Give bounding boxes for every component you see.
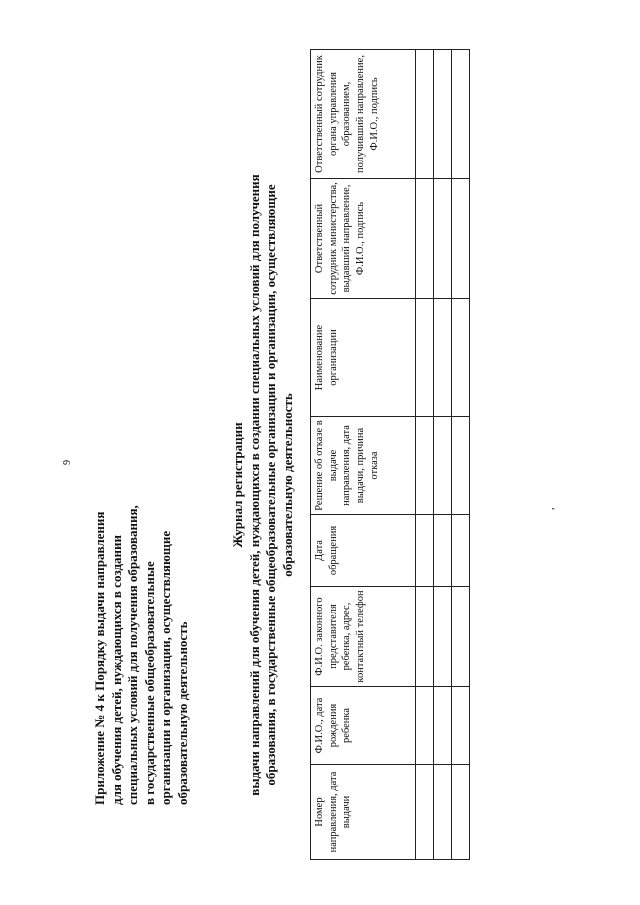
stray-mark: ,: [545, 507, 556, 510]
column-header-child-name: Ф.И.О., дата рождения ребенка: [311, 687, 416, 765]
column-header-organization: Наименование организации: [311, 299, 416, 417]
table-cell: [434, 50, 452, 179]
table-cell: [452, 515, 470, 587]
table-cell: [434, 515, 452, 587]
table-header-row: [311, 50, 416, 860]
page-number: 9: [62, 460, 73, 465]
table-row: [416, 50, 434, 860]
table-row: [452, 50, 470, 860]
table-cell: [452, 179, 470, 299]
column-header-request-date: Дата обращения: [311, 515, 416, 587]
column-header-guardian: Ф.И.О. законного представителя ребенка, адрес, контактный телефон: [311, 587, 416, 687]
table-cell: [416, 515, 434, 587]
journal-title: [230, 105, 296, 865]
table-cell: [452, 417, 470, 515]
table-cell: [416, 179, 434, 299]
appendix-line: для обучения детей, нуждающихся в создании: [108, 535, 124, 805]
table-cell: [434, 417, 452, 515]
table-cell: [452, 299, 470, 417]
appendix-line: специальных условий для получения образования,: [125, 505, 140, 805]
appendix-header: [92, 245, 191, 805]
table-cell: [416, 50, 434, 179]
appendix-line: в государственные общеобразовательные: [141, 561, 157, 805]
table-cell: [416, 587, 434, 687]
table-cell: [434, 299, 452, 417]
table-cell: [452, 765, 470, 860]
table-cell: [452, 587, 470, 687]
table-cell: [416, 765, 434, 860]
journal-title-line: образования, в государственные общеобразовательные организации и организации, осуществляющие: [263, 184, 278, 786]
column-header-ministry-employee: Ответственный сотрудник министерства, выдавший направление, Ф.И.О., подпись: [311, 179, 416, 299]
column-header-direction-number: Номер направления, дата выдачи: [311, 765, 416, 860]
table-cell: [434, 179, 452, 299]
appendix-line: образовательную деятельность: [174, 621, 190, 805]
column-header-education-employee: Ответственный сотрудник органа управления образованием, получивший направление, Ф.И.О., подпись: [311, 50, 416, 179]
table-cell: [416, 299, 434, 417]
table-cell: [434, 687, 452, 765]
table-cell: [452, 687, 470, 765]
table-cell: [452, 50, 470, 179]
table-cell: [416, 417, 434, 515]
table-cell: [434, 587, 452, 687]
column-header-refusal: Решение об отказе в выдаче направления, дата выдачи, причина отказа: [311, 417, 416, 515]
table-cell: [416, 687, 434, 765]
journal-title-line: Журнал регистрации: [230, 422, 245, 548]
appendix-line: Приложение № 4 к Порядку выдачи направления: [92, 511, 107, 805]
registry-table: [310, 49, 470, 860]
table-cell: [434, 765, 452, 860]
appendix-line: организации и организации, осуществляющие: [158, 530, 173, 805]
journal-title-line: выдачи направлений для обучения детей, нуждающихся в создании специальных условий для получения: [246, 174, 262, 796]
table-row: [434, 50, 452, 860]
journal-title-line: образовательную деятельность: [279, 393, 295, 577]
